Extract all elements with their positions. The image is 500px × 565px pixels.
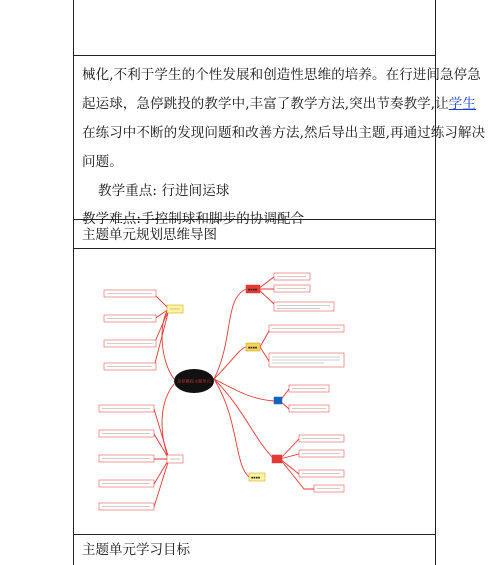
goals-heading-row — [74, 534, 435, 565]
mindmap-heading-row — [74, 219, 435, 250]
svg-text:▪▪▪▪: ▪▪▪▪ — [248, 287, 258, 292]
key-point-text: 教学重点: 行进间运球 — [98, 183, 230, 199]
students-link[interactable]: 学生 — [448, 96, 476, 112]
difficult-point-text: 教学难点:手控制球和脚步的协调配合 — [82, 211, 305, 227]
paragraph-line: 械化,不利于学生的个性发展和创造性思维的培养。在行进间急停急 — [82, 67, 481, 83]
mindmap-heading: 主题单元规划思维导图 — [82, 227, 217, 243]
goals-heading: 主题单元学习目标 — [82, 542, 190, 558]
mindmap-center-label: 急停跳投主题单元 — [177, 378, 211, 384]
paragraph-teaching-method — [82, 61, 486, 177]
document-table — [73, 0, 486, 565]
svg-text:▪▪▪▪: ▪▪▪▪ — [248, 345, 258, 350]
mindmap-cell — [74, 248, 435, 535]
svg-text:▪▪▪▪: ▪▪▪▪ — [251, 475, 261, 480]
paragraph-line: 问题。 — [82, 154, 123, 170]
paragraph-line: 起运球，急停跳投的教学中,丰富了教学方法,突出节奏教学,让学生 — [82, 96, 476, 112]
mindmap-diagram — [74, 249, 435, 535]
intro-text-cell — [74, 55, 486, 227]
paragraph-line: 在练习中不断的发现问题和改善方法,然后导出主题,再通过练习解决 — [82, 125, 486, 141]
